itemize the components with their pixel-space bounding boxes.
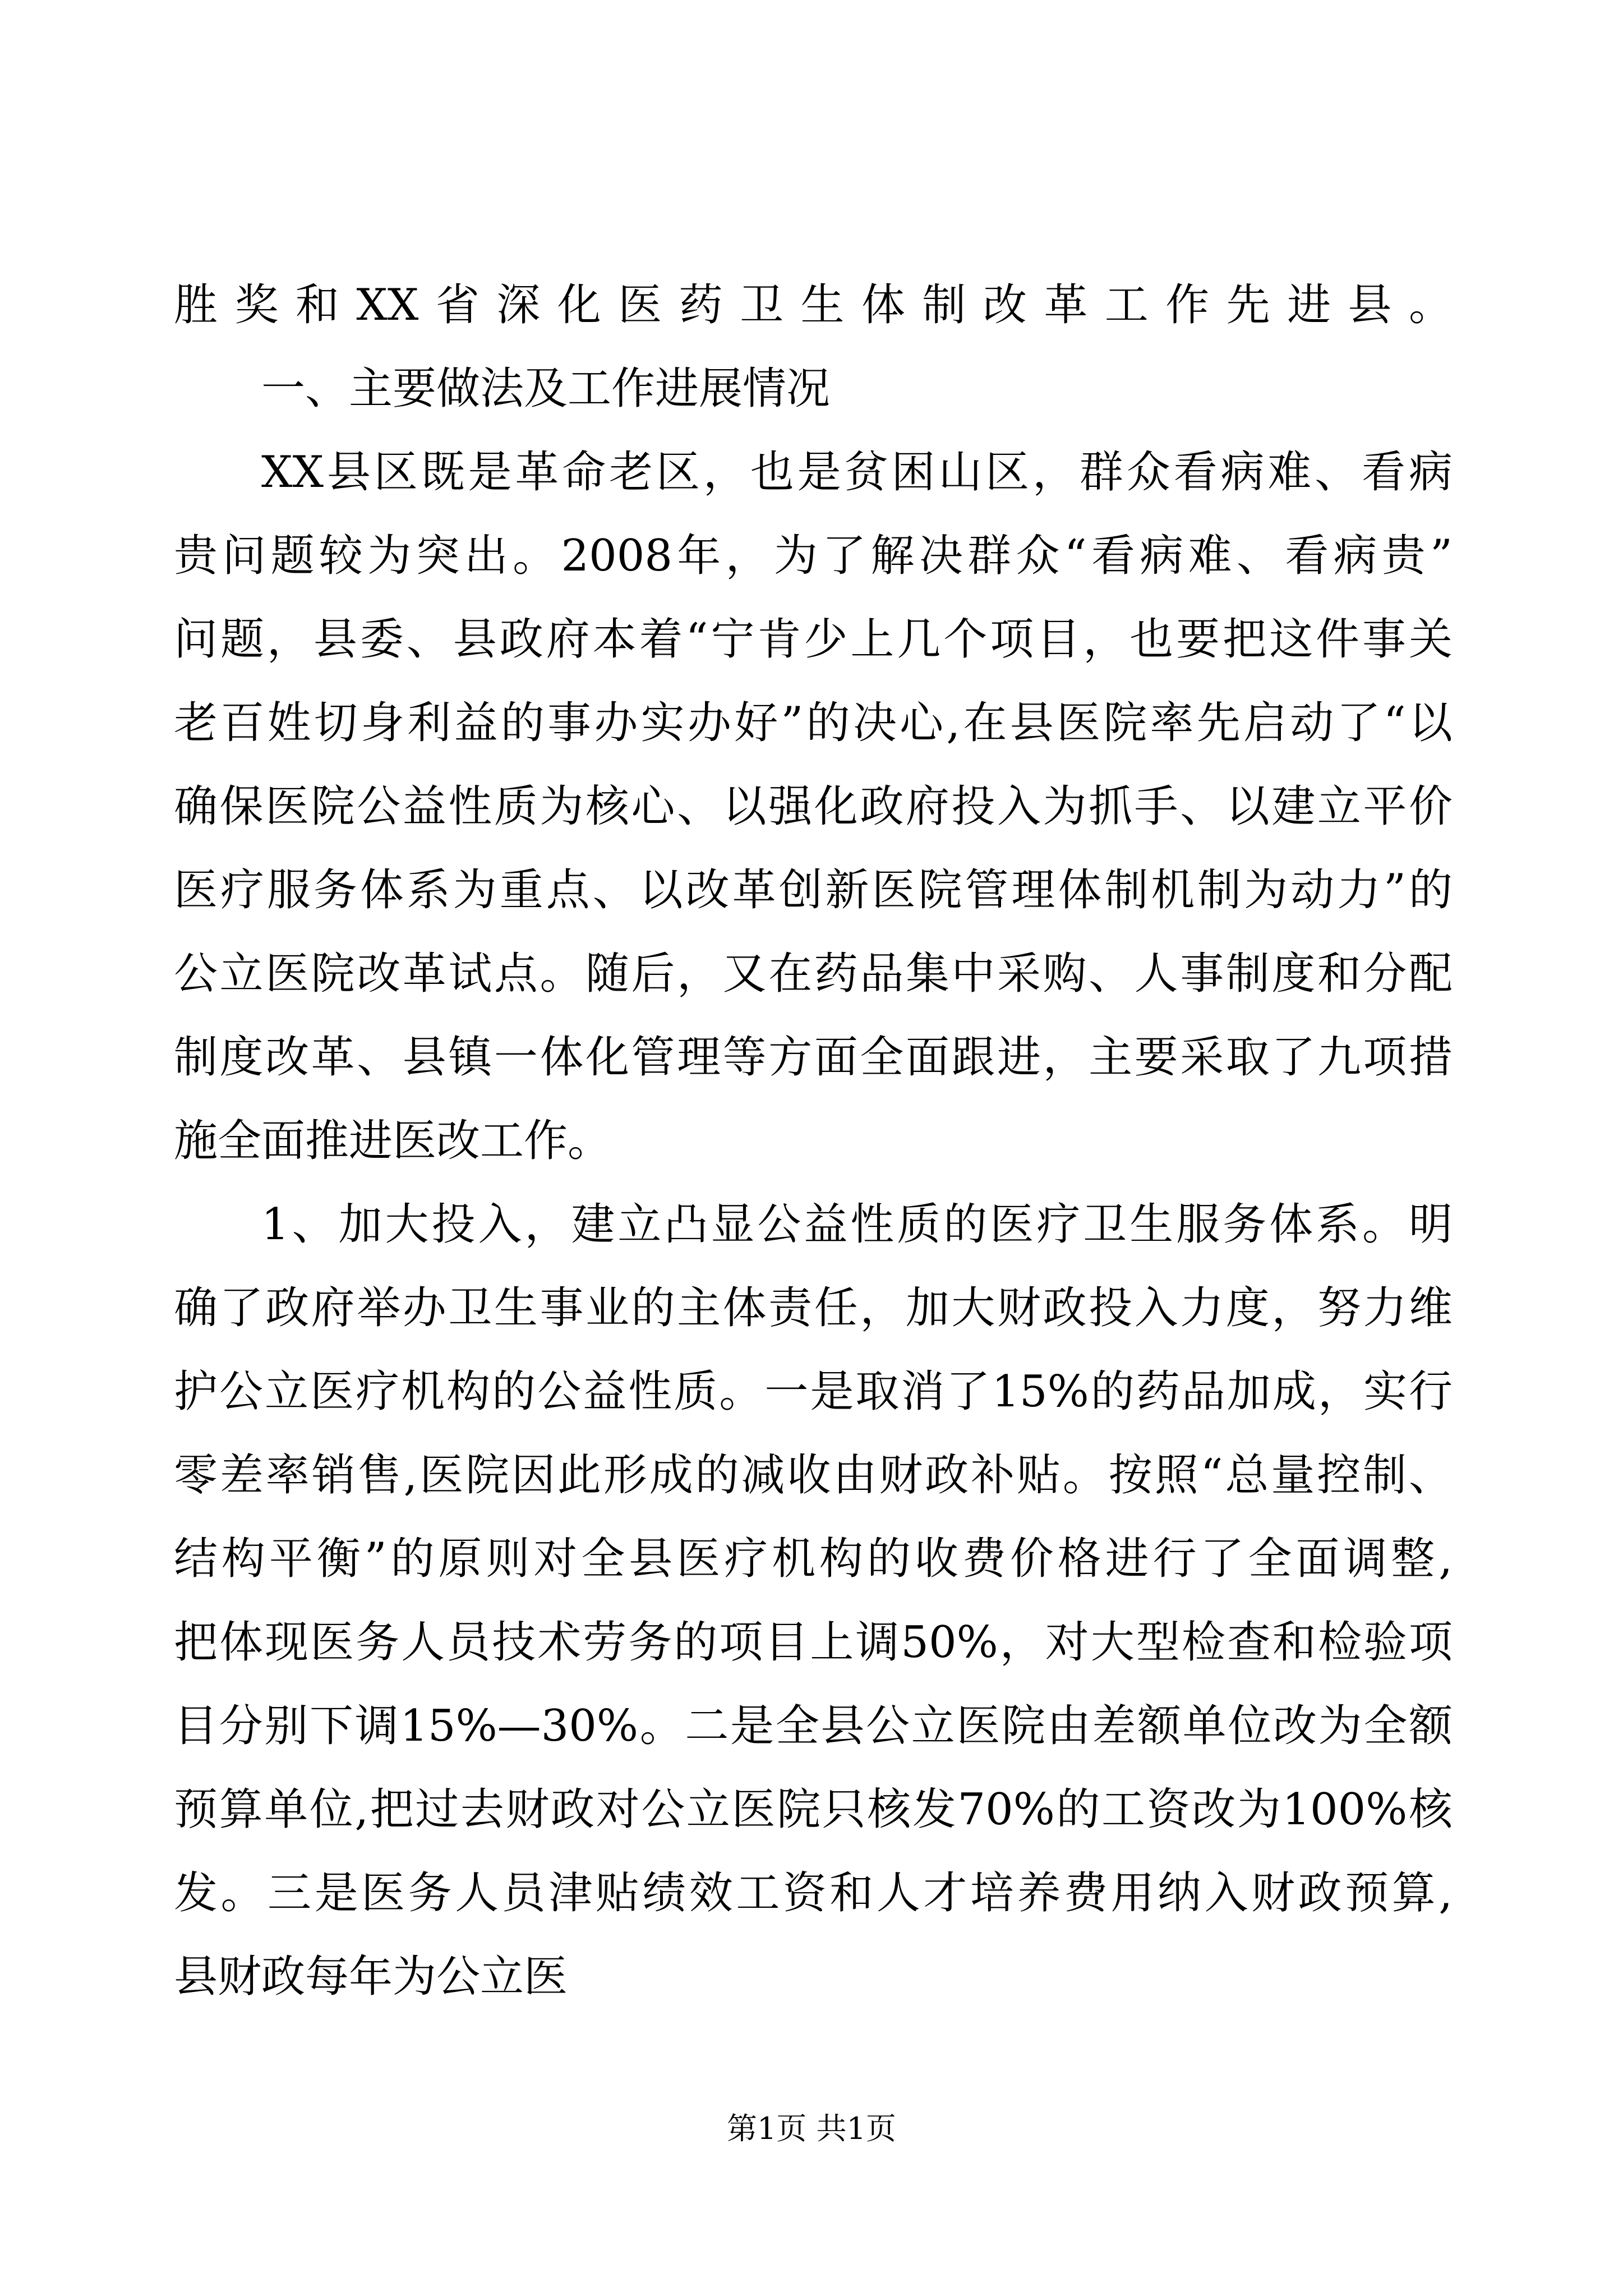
text-line: 确保医院公益性质为核心、以强化政府投入为抓手、以建立平价	[174, 781, 1453, 832]
text-line: 零差率销售,医院因此形成的减收由财政补贴。按照“总量控制、	[174, 1450, 1453, 1501]
document-body	[174, 264, 1453, 2019]
text-line: 结构平衡”的原则对全县医疗机构的收费价格进行了全面调整,	[174, 1534, 1453, 1584]
text-line: 预算单位,把过去财政对公立医院只核发70%的工资改为100%核	[174, 1784, 1453, 1835]
text-line: XX县区既是革命老区，也是贫困山区，群众看病难、看病	[261, 447, 1453, 498]
text-line: 施全面推进医改工作。	[174, 1116, 612, 1166]
text-line: 1、加大投入，建立凸显公益性质的医疗卫生服务体系。明	[261, 1199, 1453, 1250]
text-line: 把体现医务人员技术劳务的项目上调50%，对大型检查和检验项	[174, 1617, 1453, 1668]
text-line: 确了政府举办卫生事业的主体责任，加大财政投入力度，努力维	[174, 1283, 1453, 1333]
text-line: 医疗服务体系为重点、以改革创新医院管理体制机制为动力”的	[174, 865, 1453, 915]
text-line: 老百姓切身利益的事办实办好”的决心,在县医院率先启动了“以	[174, 698, 1453, 748]
text-line: 制度改革、县镇一体化管理等方面全面跟进，主要采取了九项措	[174, 1032, 1453, 1083]
page-footer: 第1页 共1页	[727, 2111, 896, 2146]
text-line: 问题，县委、县政府本着“宁肯少上几个项目，也要把这件事关	[174, 614, 1453, 665]
text-line: 胜奖和XX省深化医药卫生体制改革工作先进县。	[174, 280, 1453, 330]
text-line: 县财政每年为公立医	[174, 1952, 568, 2002]
text-line: 发。三是医务人员津贴绩效工资和人才培养费用纳入财政预算,	[174, 1868, 1453, 1918]
text-line: 公立医院改革试点。随后，又在药品集中采购、人事制度和分配	[174, 949, 1453, 999]
text-line: 护公立医疗机构的公益性质。一是取消了15%的药品加成，实行	[174, 1366, 1453, 1417]
text-line: 目分别下调15%—30%。二是全县公立医院由差额单位改为全额	[174, 1701, 1453, 1751]
text-line: 贵问题较为突出。2008年，为了解决群众“看病难、看病贵”	[174, 531, 1453, 581]
section-heading: 一、主要做法及工作进展情况	[261, 364, 831, 414]
